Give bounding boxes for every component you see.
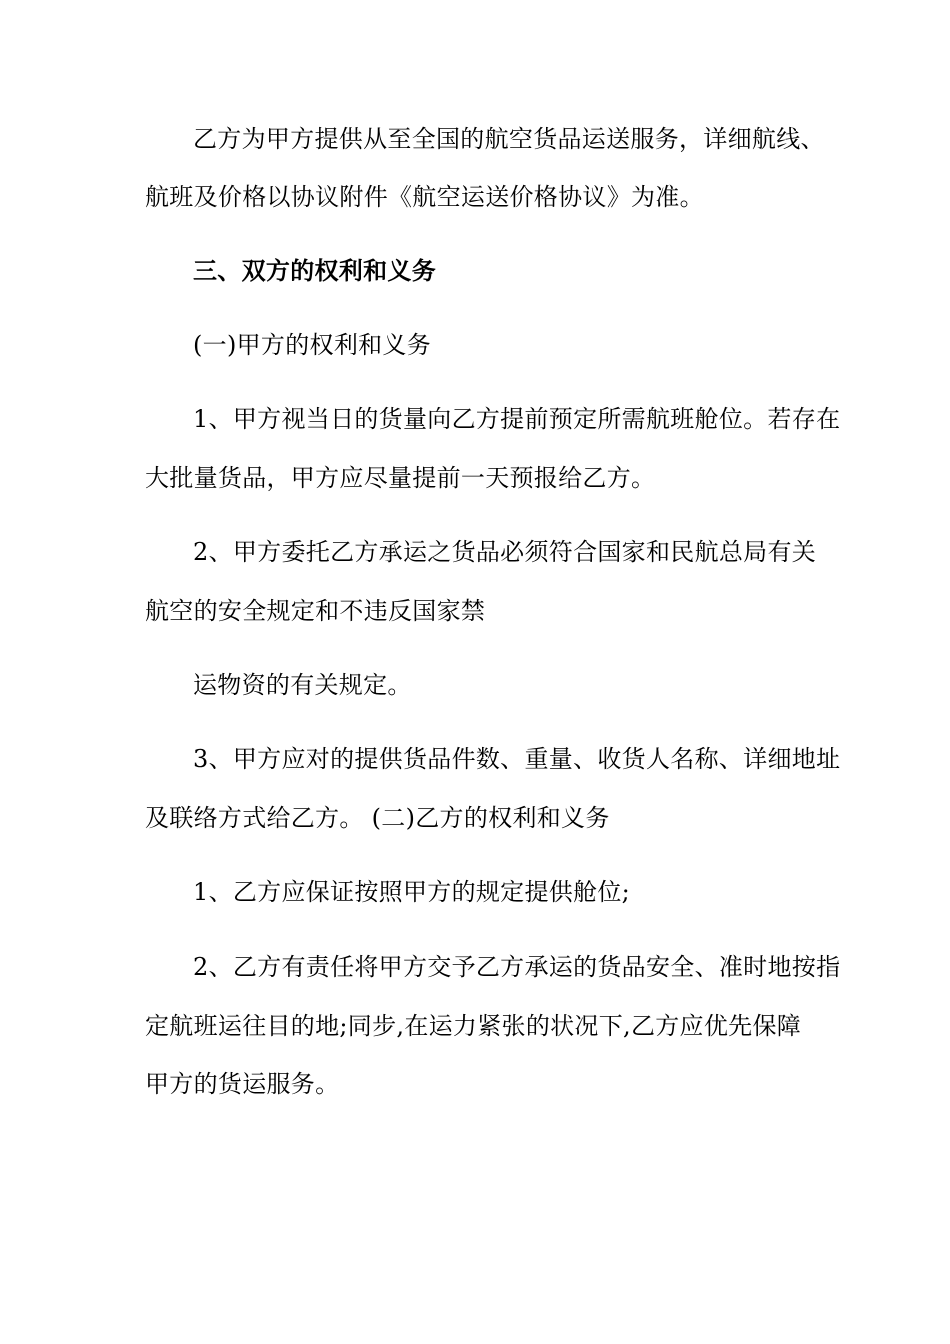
party-b-item-2-line-1: 2、乙方有责任将甲方交予乙方承运的货品安全、准时地按指 <box>193 953 841 981</box>
party-a-item-2-continuation: 运物资的有关规定。 <box>193 671 412 699</box>
party-a-item-3-line-2: 及联络方式给乙方。 (二)乙方的权利和义务 <box>145 804 610 832</box>
party-b-item-2-line-2: 定航班运往目的地;同步,在运力紧张的状况下,乙方应优先保障 <box>145 1012 802 1040</box>
paragraph-1-line-1: 乙方为甲方提供从至全国的航空货品运送服务，详细航线、 <box>193 125 825 153</box>
section-heading: 三、双方的权利和义务 <box>193 256 436 285</box>
party-b-item-2-line-3: 甲方的货运服务。 <box>145 1070 340 1098</box>
party-a-item-1-line-2: 大批量货品，甲方应尽量提前一天预报给乙方。 <box>145 464 656 492</box>
party-a-item-2-line-1: 2、甲方委托乙方承运之货品必须符合国家和民航总局有关 <box>193 538 817 566</box>
party-a-item-1-line-1: 1、甲方视当日的货量向乙方提前预定所需航班舱位。若存在 <box>193 405 841 433</box>
paragraph-1-line-2: 航班及价格以协议附件《航空运送价格协议》为准。 <box>145 183 704 211</box>
subsection-heading-party-a: (一)甲方的权利和义务 <box>193 331 432 359</box>
party-b-item-1: 1、乙方应保证按照甲方的规定提供舱位; <box>193 878 631 906</box>
party-a-item-3-line-1: 3、甲方应对的提供货品件数、重量、收货人名称、详细地址 <box>193 745 841 773</box>
party-a-item-2-line-2: 航空的安全规定和不违反国家禁 <box>145 597 486 625</box>
